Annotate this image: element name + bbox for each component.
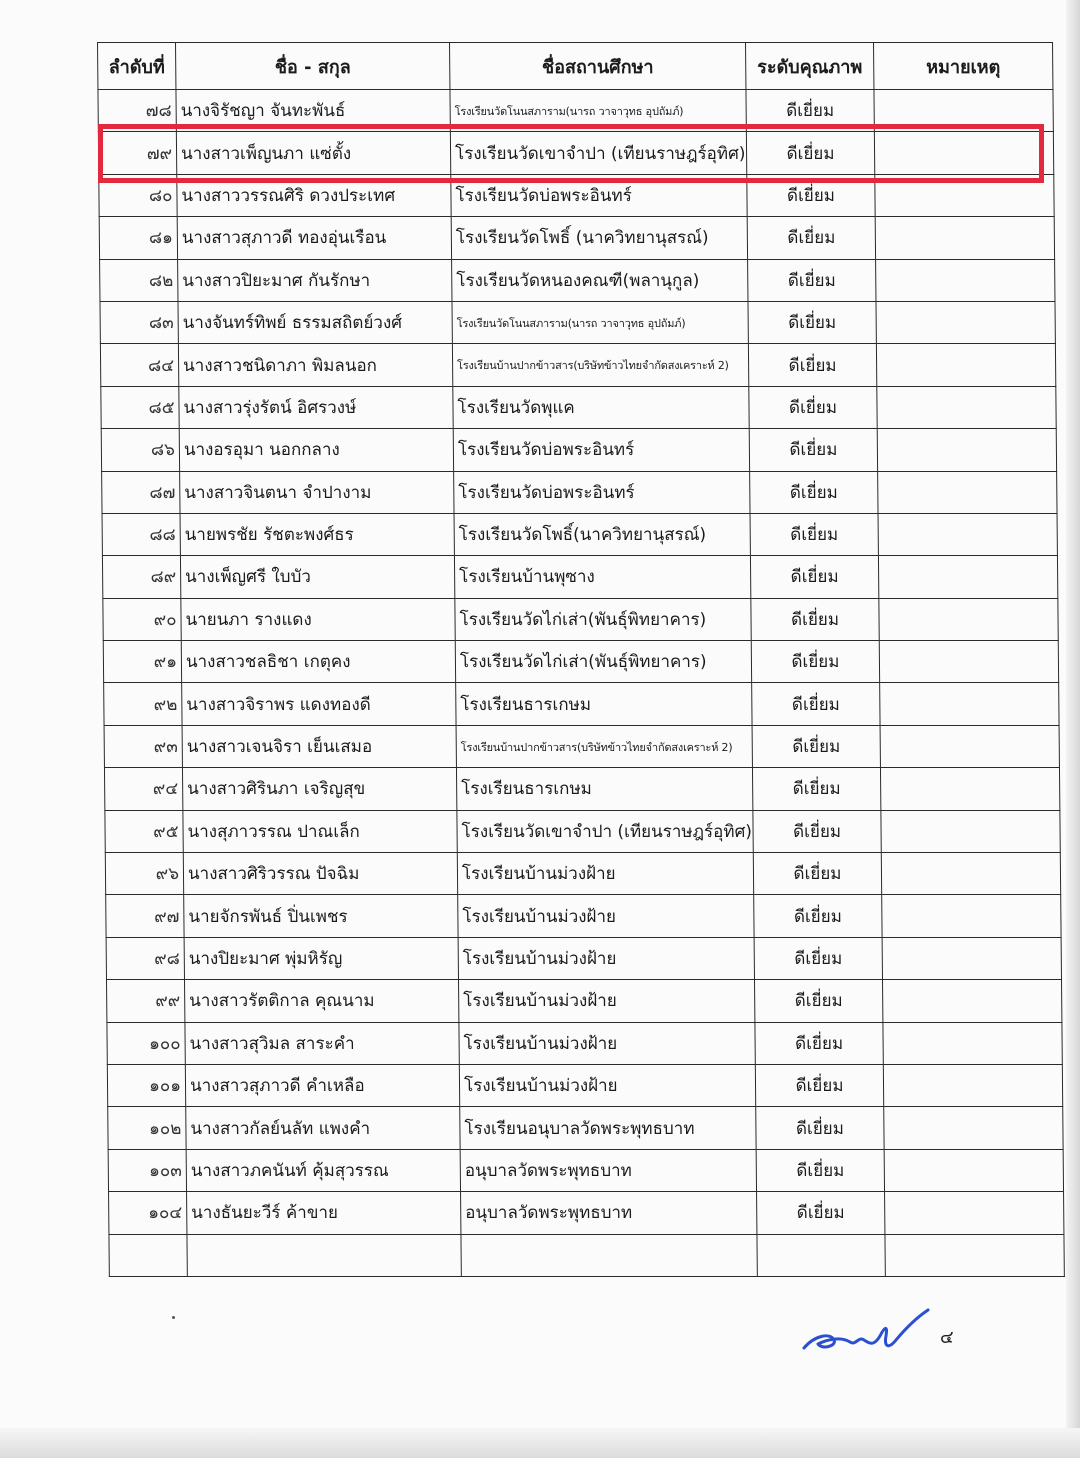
person-name: นางเพ็ญศรี ใบบัว — [180, 556, 454, 598]
remark — [885, 1192, 1064, 1234]
row-number: ๙๕ — [105, 810, 183, 852]
table-header-row — [98, 43, 1053, 90]
school-name: โรงเรียนบ้านพุซาง — [454, 556, 750, 598]
person-name: นางสาวภคนันท์ คุ้มสุวรรณ — [186, 1149, 460, 1191]
row-number — [109, 1234, 187, 1276]
table-row — [103, 641, 1058, 683]
quality-level: ดีเยี่ยม — [752, 768, 880, 810]
remark — [876, 259, 1055, 301]
paper-edge-right — [1066, 0, 1080, 1458]
table-row — [105, 853, 1060, 895]
table-row — [108, 1149, 1063, 1191]
quality-level: ดีเยี่ยม — [749, 429, 877, 471]
person-name: นายพรชัย รัชตะพงศ์ธร — [180, 513, 454, 555]
highlight-box — [98, 124, 1044, 183]
person-name: นางสาวศิริวรรณ ปัจฉิม — [183, 853, 457, 895]
school-name: โรงเรียนวัดบ่อพระอินทร์ — [454, 471, 750, 513]
person-name: นางสาวรุ่งรัตน์ อิศรวงษ์ — [179, 386, 453, 428]
table-row — [104, 768, 1059, 810]
header-no: ลำดับที่ — [98, 43, 176, 90]
remark — [881, 810, 1060, 852]
quality-level: ดีเยี่ยม — [748, 259, 876, 301]
person-name: นางสาวสุภาวดี ทองอุ่นเรือน — [177, 217, 451, 259]
person-name: นางสาวกัลย์นลัท แพงคำ — [186, 1107, 460, 1149]
school-name: โรงเรียนวัดเขาจำปา (เทียนราษฎร์อุทิศ) — [450, 132, 746, 174]
school-name: โรงเรียนบ้านม่วงฝ้าย — [459, 1022, 755, 1064]
remark — [883, 1022, 1062, 1064]
quality-level: ดีเยี่ยม — [755, 1064, 883, 1106]
school-name: โรงเรียนวัดไก่เส่า(พันธุ์พิทยาคาร) — [455, 598, 751, 640]
table-row — [100, 259, 1055, 301]
remark — [880, 683, 1059, 725]
row-number: ๘๐ — [99, 174, 177, 216]
header-note: หมายเหตุ — [874, 43, 1053, 90]
row-number: ๙๘ — [106, 937, 184, 979]
row-number: ๘๑ — [99, 217, 177, 259]
school-name: โรงเรียนวัดโนนสภาราม(นารถ วาจาวุทธ อุปถัมภ์) — [450, 90, 746, 132]
person-name: นางสาวชนิดาภา พิมลนอก — [178, 344, 452, 386]
row-number: ๑๐๐ — [107, 1022, 185, 1064]
remark — [875, 217, 1054, 259]
table-row — [102, 513, 1057, 555]
remark — [879, 641, 1058, 683]
row-number: ๙๙ — [107, 980, 185, 1022]
school-name — [461, 1234, 757, 1276]
row-number: ๙๑ — [103, 641, 181, 683]
ranking-table — [97, 42, 1065, 1277]
person-name: นางสาววรรณศิริ ดวงประเทศ — [177, 174, 451, 216]
remark — [884, 1107, 1063, 1149]
table-row — [105, 810, 1060, 852]
row-number: ๑๐๔ — [109, 1192, 187, 1234]
quality-level: ดีเยี่ยม — [750, 471, 878, 513]
table-row — [100, 344, 1055, 386]
remark — [878, 556, 1057, 598]
school-name: โรงเรียนวัดพุแค — [453, 386, 749, 428]
remark — [885, 1234, 1064, 1276]
header-school: ชื่อสถานศึกษา — [450, 43, 746, 90]
table-row — [109, 1234, 1064, 1276]
table-body — [98, 90, 1064, 1277]
school-name: โรงเรียนวัดบ่อพระอินทร์ — [451, 174, 747, 216]
row-number: ๘๖ — [101, 429, 179, 471]
remark — [878, 513, 1057, 555]
quality-level: ดีเยี่ยม — [754, 895, 882, 937]
table-row — [104, 683, 1059, 725]
table-row — [103, 598, 1058, 640]
quality-level: ดีเยี่ยม — [748, 344, 876, 386]
remark — [879, 598, 1058, 640]
row-number: ๘๔ — [100, 344, 178, 386]
remark — [884, 1149, 1063, 1191]
row-number: ๘๙ — [102, 556, 180, 598]
remark — [876, 344, 1055, 386]
school-name: โรงเรียนวัดเขาจำปา (เทียนราษฎร์อุทิศ) — [457, 810, 753, 852]
remark — [882, 937, 1061, 979]
table-row — [101, 386, 1056, 428]
person-name: นางจิรัชญา จันทะพันธ์ — [176, 90, 450, 132]
quality-level: ดีเยี่ยม — [756, 1149, 884, 1191]
remark — [881, 853, 1060, 895]
row-number: ๑๐๒ — [108, 1107, 186, 1149]
paper-edge-bottom — [0, 1428, 1080, 1458]
quality-level: ดีเยี่ยม — [753, 810, 881, 852]
row-number: ๘๒ — [100, 259, 178, 301]
school-name: โรงเรียนธารเกษม — [456, 768, 752, 810]
quality-level: ดีเยี่ยม — [751, 641, 879, 683]
person-name: นางสาวปิยะมาศ กันรักษา — [178, 259, 452, 301]
school-name: โรงเรียนบ้านม่วงฝ้าย — [458, 937, 754, 979]
school-name: โรงเรียนบ้านม่วงฝ้าย — [459, 980, 755, 1022]
quality-level: ดีเยี่ยม — [746, 90, 874, 132]
person-name: นางปิยะมาศ พุ่มหิรัญ — [184, 937, 458, 979]
school-name: โรงเรียนวัดไก่เส่า(พันธุ์พิทยาคาร) — [455, 641, 751, 683]
page-number: ๔ — [940, 1327, 954, 1348]
table-row — [99, 217, 1054, 259]
person-name: นายนภา รางแดง — [181, 598, 455, 640]
remark — [876, 301, 1055, 343]
school-name: โรงเรียนบ้านม่วงฝ้าย — [457, 853, 753, 895]
quality-level: ดีเยี่ยม — [749, 386, 877, 428]
school-name: อนุบาลวัดพระพุทธบาท — [460, 1149, 756, 1191]
school-name: โรงเรียนบ้านปากข้าวสาร(บริษัทข้าวไทยจำกัดสงเคราะห์ 2) — [452, 344, 748, 386]
school-name: โรงเรียนธารเกษม — [456, 683, 752, 725]
person-name: นางสุภาวรรณ ปาณเล็ก — [183, 810, 457, 852]
table-row — [102, 471, 1057, 513]
row-number: ๘๕ — [101, 386, 179, 428]
quality-level — [757, 1234, 885, 1276]
quality-level: ดีเยี่ยม — [748, 301, 876, 343]
quality-level: ดีเยี่ยม — [750, 556, 878, 598]
quality-level: ดีเยี่ยม — [753, 853, 881, 895]
school-name: โรงเรียนอนุบาลวัดพระพุทธบาท — [460, 1107, 756, 1149]
person-name: นางสาวจินตนา จำปางาม — [180, 471, 454, 513]
quality-level: ดีเยี่ยม — [755, 1022, 883, 1064]
remark — [877, 386, 1056, 428]
person-name: นายจักรพันธ์ ปิ่นเพชร — [184, 895, 458, 937]
table-row — [109, 1192, 1064, 1234]
header-name: ชื่อ - สกุล — [176, 43, 450, 90]
row-number: ๑๐๑ — [107, 1064, 185, 1106]
table-row — [106, 895, 1061, 937]
quality-level: ดีเยี่ยม — [754, 937, 882, 979]
school-name: โรงเรียนบ้านม่วงฝ้าย — [458, 895, 754, 937]
school-name: อนุบาลวัดพระพุทธบาท — [461, 1192, 757, 1234]
quality-level: ดีเยี่ยม — [757, 1192, 885, 1234]
person-name: นางสาวศิรินภา เจริญสุข — [182, 768, 456, 810]
person-name: นางสาวชลธิชา เกตุคง — [181, 641, 455, 683]
remark — [883, 980, 1062, 1022]
remark — [883, 1064, 1062, 1106]
stray-mark — [172, 1316, 175, 1319]
table-row — [104, 725, 1059, 767]
remark — [880, 768, 1059, 810]
school-name: โรงเรียนวัดโพธิ์ (นาควิทยานุสรณ์) — [451, 217, 747, 259]
row-number: ๘๓ — [100, 301, 178, 343]
person-name — [187, 1234, 461, 1276]
remark — [878, 471, 1057, 513]
person-name: นางสาวเพ็ญนภา แซ่ตั้ง — [176, 132, 450, 174]
row-number: ๗๘ — [98, 90, 176, 132]
school-name: โรงเรียนวัดโพธิ์(นาควิทยานุสรณ์) — [454, 513, 750, 555]
row-number: ๙๔ — [104, 768, 182, 810]
table-row — [107, 1064, 1062, 1106]
table-row — [107, 1022, 1062, 1064]
row-number: ๙๒ — [104, 683, 182, 725]
header-level: ระดับคุณภาพ — [746, 43, 874, 90]
person-name: นางสาวเจนจิรา เย็นเสมอ — [182, 725, 456, 767]
quality-level: ดีเยี่ยม — [746, 132, 874, 174]
person-name: นางสาวสุวิมล สาระคำ — [185, 1022, 459, 1064]
row-number: ๘๗ — [102, 471, 180, 513]
person-name: นางสาวรัตติกาล คุณนาม — [185, 980, 459, 1022]
row-number: ๗๙ — [98, 132, 176, 174]
row-number: ๑๐๓ — [108, 1149, 186, 1191]
school-name: โรงเรียนวัดบ่อพระอินทร์ — [453, 429, 749, 471]
quality-level: ดีเยี่ยม — [750, 513, 878, 555]
table-row — [107, 980, 1062, 1022]
school-name: โรงเรียนบ้านปากข้าวสาร(บริษัทข้าวไทยจำกัดสงเคราะห์ 2) — [456, 725, 752, 767]
row-number: ๙๖ — [105, 853, 183, 895]
table-row — [106, 937, 1061, 979]
row-number: ๙๗ — [106, 895, 184, 937]
school-name: โรงเรียนบ้านม่วงฝ้าย — [459, 1064, 755, 1106]
signature-icon — [800, 1306, 932, 1362]
quality-level: ดีเยี่ยม — [751, 598, 879, 640]
person-name: นางสาวสุภาวดี คำเหลือ — [185, 1064, 459, 1106]
table-row — [100, 301, 1055, 343]
person-name: นางสาวจิราพร แดงทองดี — [182, 683, 456, 725]
person-name: นางอรอุมา นอกกลาง — [179, 429, 453, 471]
table-row — [108, 1107, 1063, 1149]
quality-level: ดีเยี่ยม — [752, 683, 880, 725]
remark — [882, 895, 1061, 937]
school-name: โรงเรียนวัดหนองคณฑี(พลานุกูล) — [452, 259, 748, 301]
quality-level: ดีเยี่ยม — [755, 980, 883, 1022]
table-row — [102, 556, 1057, 598]
row-number: ๘๘ — [102, 513, 180, 555]
quality-level: ดีเยี่ยม — [752, 725, 880, 767]
remark — [880, 725, 1059, 767]
person-name: นางจันทร์ทิพย์ ธรรมสถิตย์วงศ์ — [178, 301, 452, 343]
row-number: ๙๐ — [103, 598, 181, 640]
person-name: นางธันยะวีร์ ค้าขาย — [187, 1192, 461, 1234]
school-name: โรงเรียนวัดโนนสภาราม(นารถ วาจาวุทธ อุปถัมภ์) — [452, 301, 748, 343]
quality-level: ดีเยี่ยม — [747, 174, 875, 216]
table-row — [101, 429, 1056, 471]
remark — [877, 429, 1056, 471]
quality-level: ดีเยี่ยม — [756, 1107, 884, 1149]
row-number: ๙๓ — [104, 725, 182, 767]
quality-level: ดีเยี่ยม — [747, 217, 875, 259]
